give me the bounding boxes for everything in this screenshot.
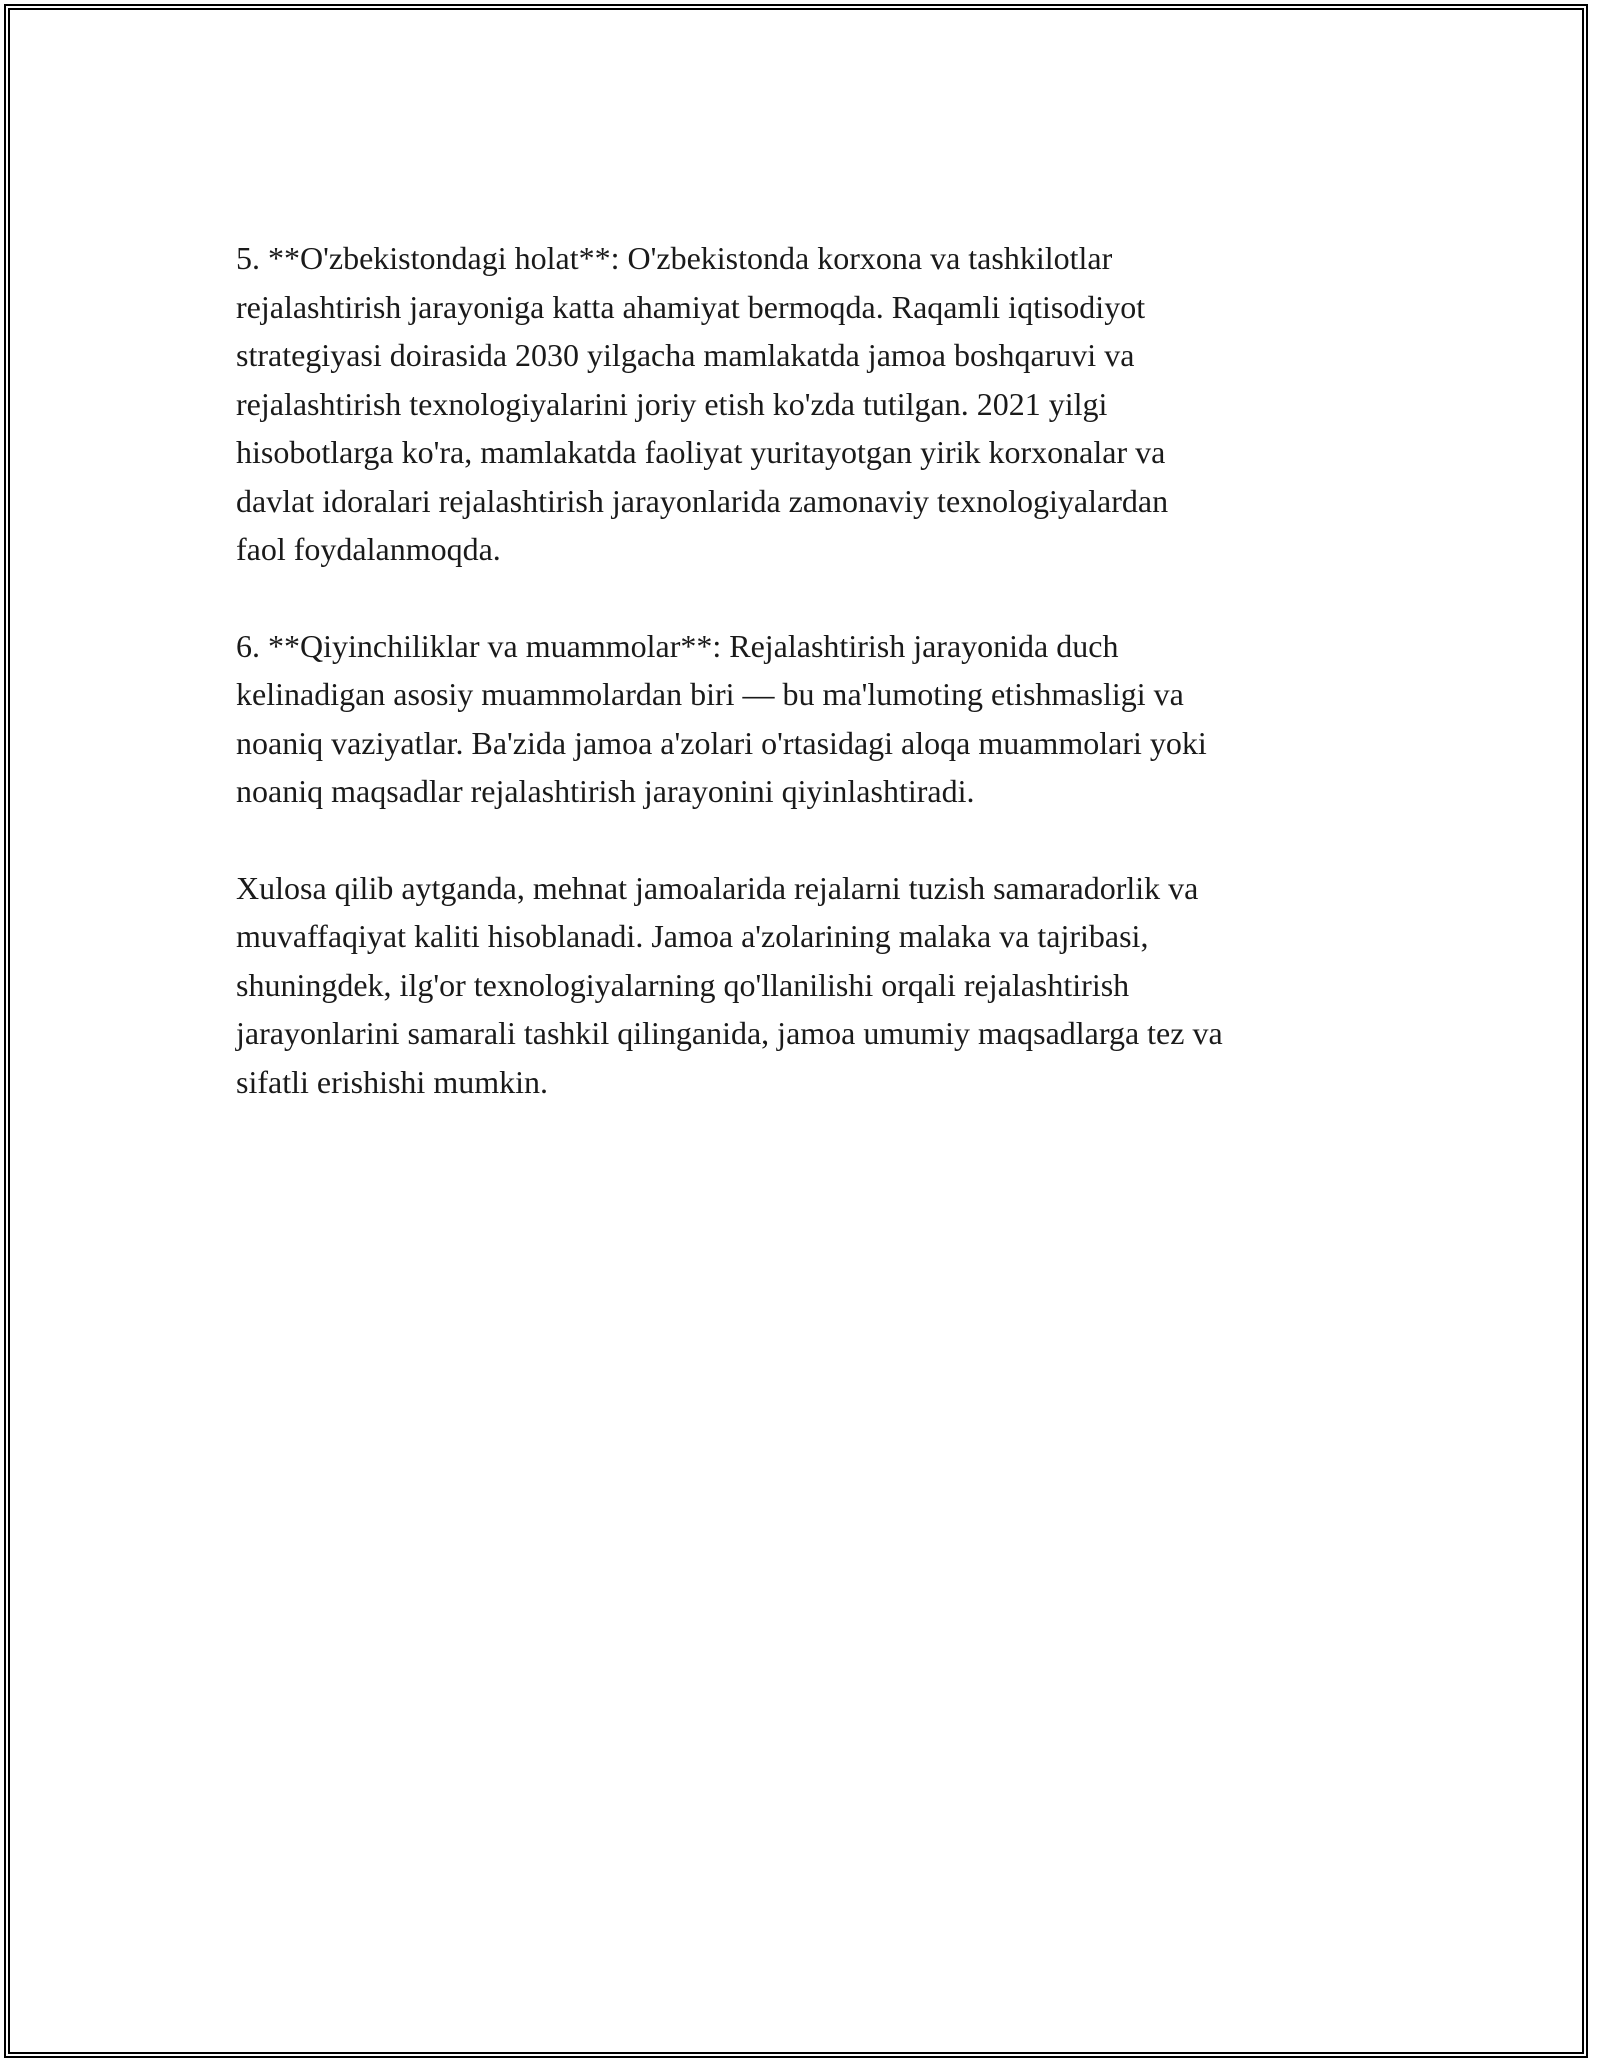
paragraph-uzbekistan-status: 5. **O'zbekistondagi holat**: O'zbekistonda korxona va tashkilotlar rejalashtirish jarayoniga katta ahamiyat bermoqda. Raqamli iqtisodiyot strategiyasi doirasida 2030 yilgacha mamlakatda jamoa boshqaruvi va rejalashtirish texnologiyalarini joriy etish ko'zda tutilgan. 2021 yilgi hisobotlarga ko'ra, mamlakatda faoliyat yuritayotgan yirik korxonalar va davlat idoralari rejalashtirish jarayonlarida zamonaviy texnologiyalardan faol foydalanmoqda.	[236, 240, 1169, 567]
paragraph-conclusion: Xulosa qilib aytganda, mehnat jamoalarida rejalarni tuzish samaradorlik va muvaffaqiyat kaliti hisoblanadi. Jamoa a'zolarining malaka va tajribasi, shuningdek, ilg'or texnologiyalarning qo'llanilishi orqali rejalashtirish jarayonlarini samarali tashkil qilinganida, jamoa umumiy maqsadlarga tez va sifatli erishishi mumkin.	[236, 869, 1223, 1100]
document-body	[236, 234, 1386, 1154]
paragraph-challenges: 6. **Qiyinchiliklar va muammolar**: Rejalashtirish jarayonida duch kelinadigan asosiy muammolardan biri — bu ma'lumoting etishmasligi va noaniq vaziyatlar. Ba'zida jamoa a'zolari o'rtasidagi aloqa muammolari yoki noaniq maqsadlar rejalashtirish jarayonini qiyinlashtiradi.	[236, 627, 1207, 809]
